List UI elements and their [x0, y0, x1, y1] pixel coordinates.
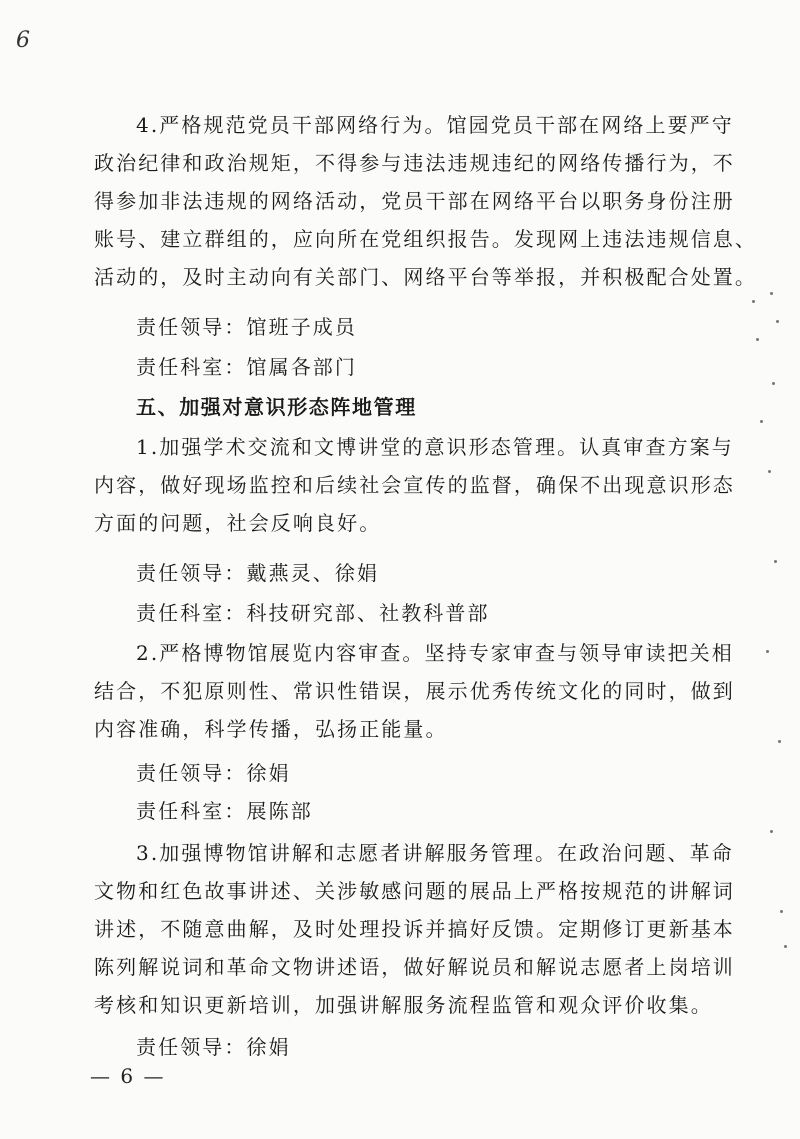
responsible-leader: 责任领导：馆班子成员	[136, 315, 357, 339]
paragraph-line: 活动的，及时主动向有关部门、网络平台等举报，并积极配合处置。	[94, 265, 757, 289]
paragraph-line: 内容，做好现场监控和后续社会宣传的监督，确保不出现意识形态	[94, 473, 735, 497]
paragraph-line: 3.加强博物馆讲解和志愿者讲解服务管理。在政治问题、革命	[136, 841, 734, 865]
responsible-department: 责任科室：科技研究部、社教科普部	[136, 601, 490, 625]
paragraph-line: 2.严格博物馆展览内容审查。坚持专家审查与领导审读把关相	[136, 641, 734, 665]
responsible-leader: 责任领导：徐娟	[136, 1035, 291, 1059]
responsible-department: 责任科室：馆属各部门	[136, 355, 357, 379]
responsible-leader: 责任领导：徐娟	[136, 761, 291, 785]
paragraph-line: 得参加非法违规的网络活动，党员干部在网络平台以职务身份注册	[94, 189, 735, 213]
page-number: — 6 —	[90, 1064, 166, 1088]
paragraph-line: 1.加强学术交流和文博讲堂的意识形态管理。认真审查方案与	[136, 435, 734, 459]
paragraph-line: 方面的问题，社会反响良好。	[94, 511, 382, 535]
responsible-leader: 责任领导：戴燕灵、徐娟	[136, 561, 380, 585]
paragraph-line: 陈列解说词和革命文物讲述语，做好解说员和解说志愿者上岗培训	[94, 955, 735, 979]
paragraph-line: 文物和红色故事讲述、关涉敏感问题的展品上严格按规范的讲解词	[94, 879, 735, 903]
paragraph-line: 政治纪律和政治规矩，不得参与违法违规违纪的网络传播行为，不	[94, 151, 735, 175]
handwritten-page-mark: 6	[16, 28, 30, 53]
paragraph-line: 内容准确，科学传播，弘扬正能量。	[94, 717, 448, 741]
responsible-department: 责任科室：展陈部	[136, 799, 313, 823]
paragraph-line: 账号、建立群组的，应向所在党组织报告。发现网上违法违规信息、	[94, 227, 757, 251]
paragraph-line: 考核和知识更新培训，加强讲解服务流程监管和观众评价收集。	[94, 993, 713, 1017]
paragraph-line: 讲述，不随意曲解，及时处理投诉并搞好反馈。定期修订更新基本	[94, 917, 735, 941]
section-heading: 五、加强对意识形态阵地管理	[136, 395, 417, 419]
paragraph-line: 结合，不犯原则性、常识性错误，展示优秀传统文化的同时，做到	[94, 679, 735, 703]
paragraph-line: 4.严格规范党员干部网络行为。馆园党员干部在网络上要严守	[136, 113, 734, 137]
